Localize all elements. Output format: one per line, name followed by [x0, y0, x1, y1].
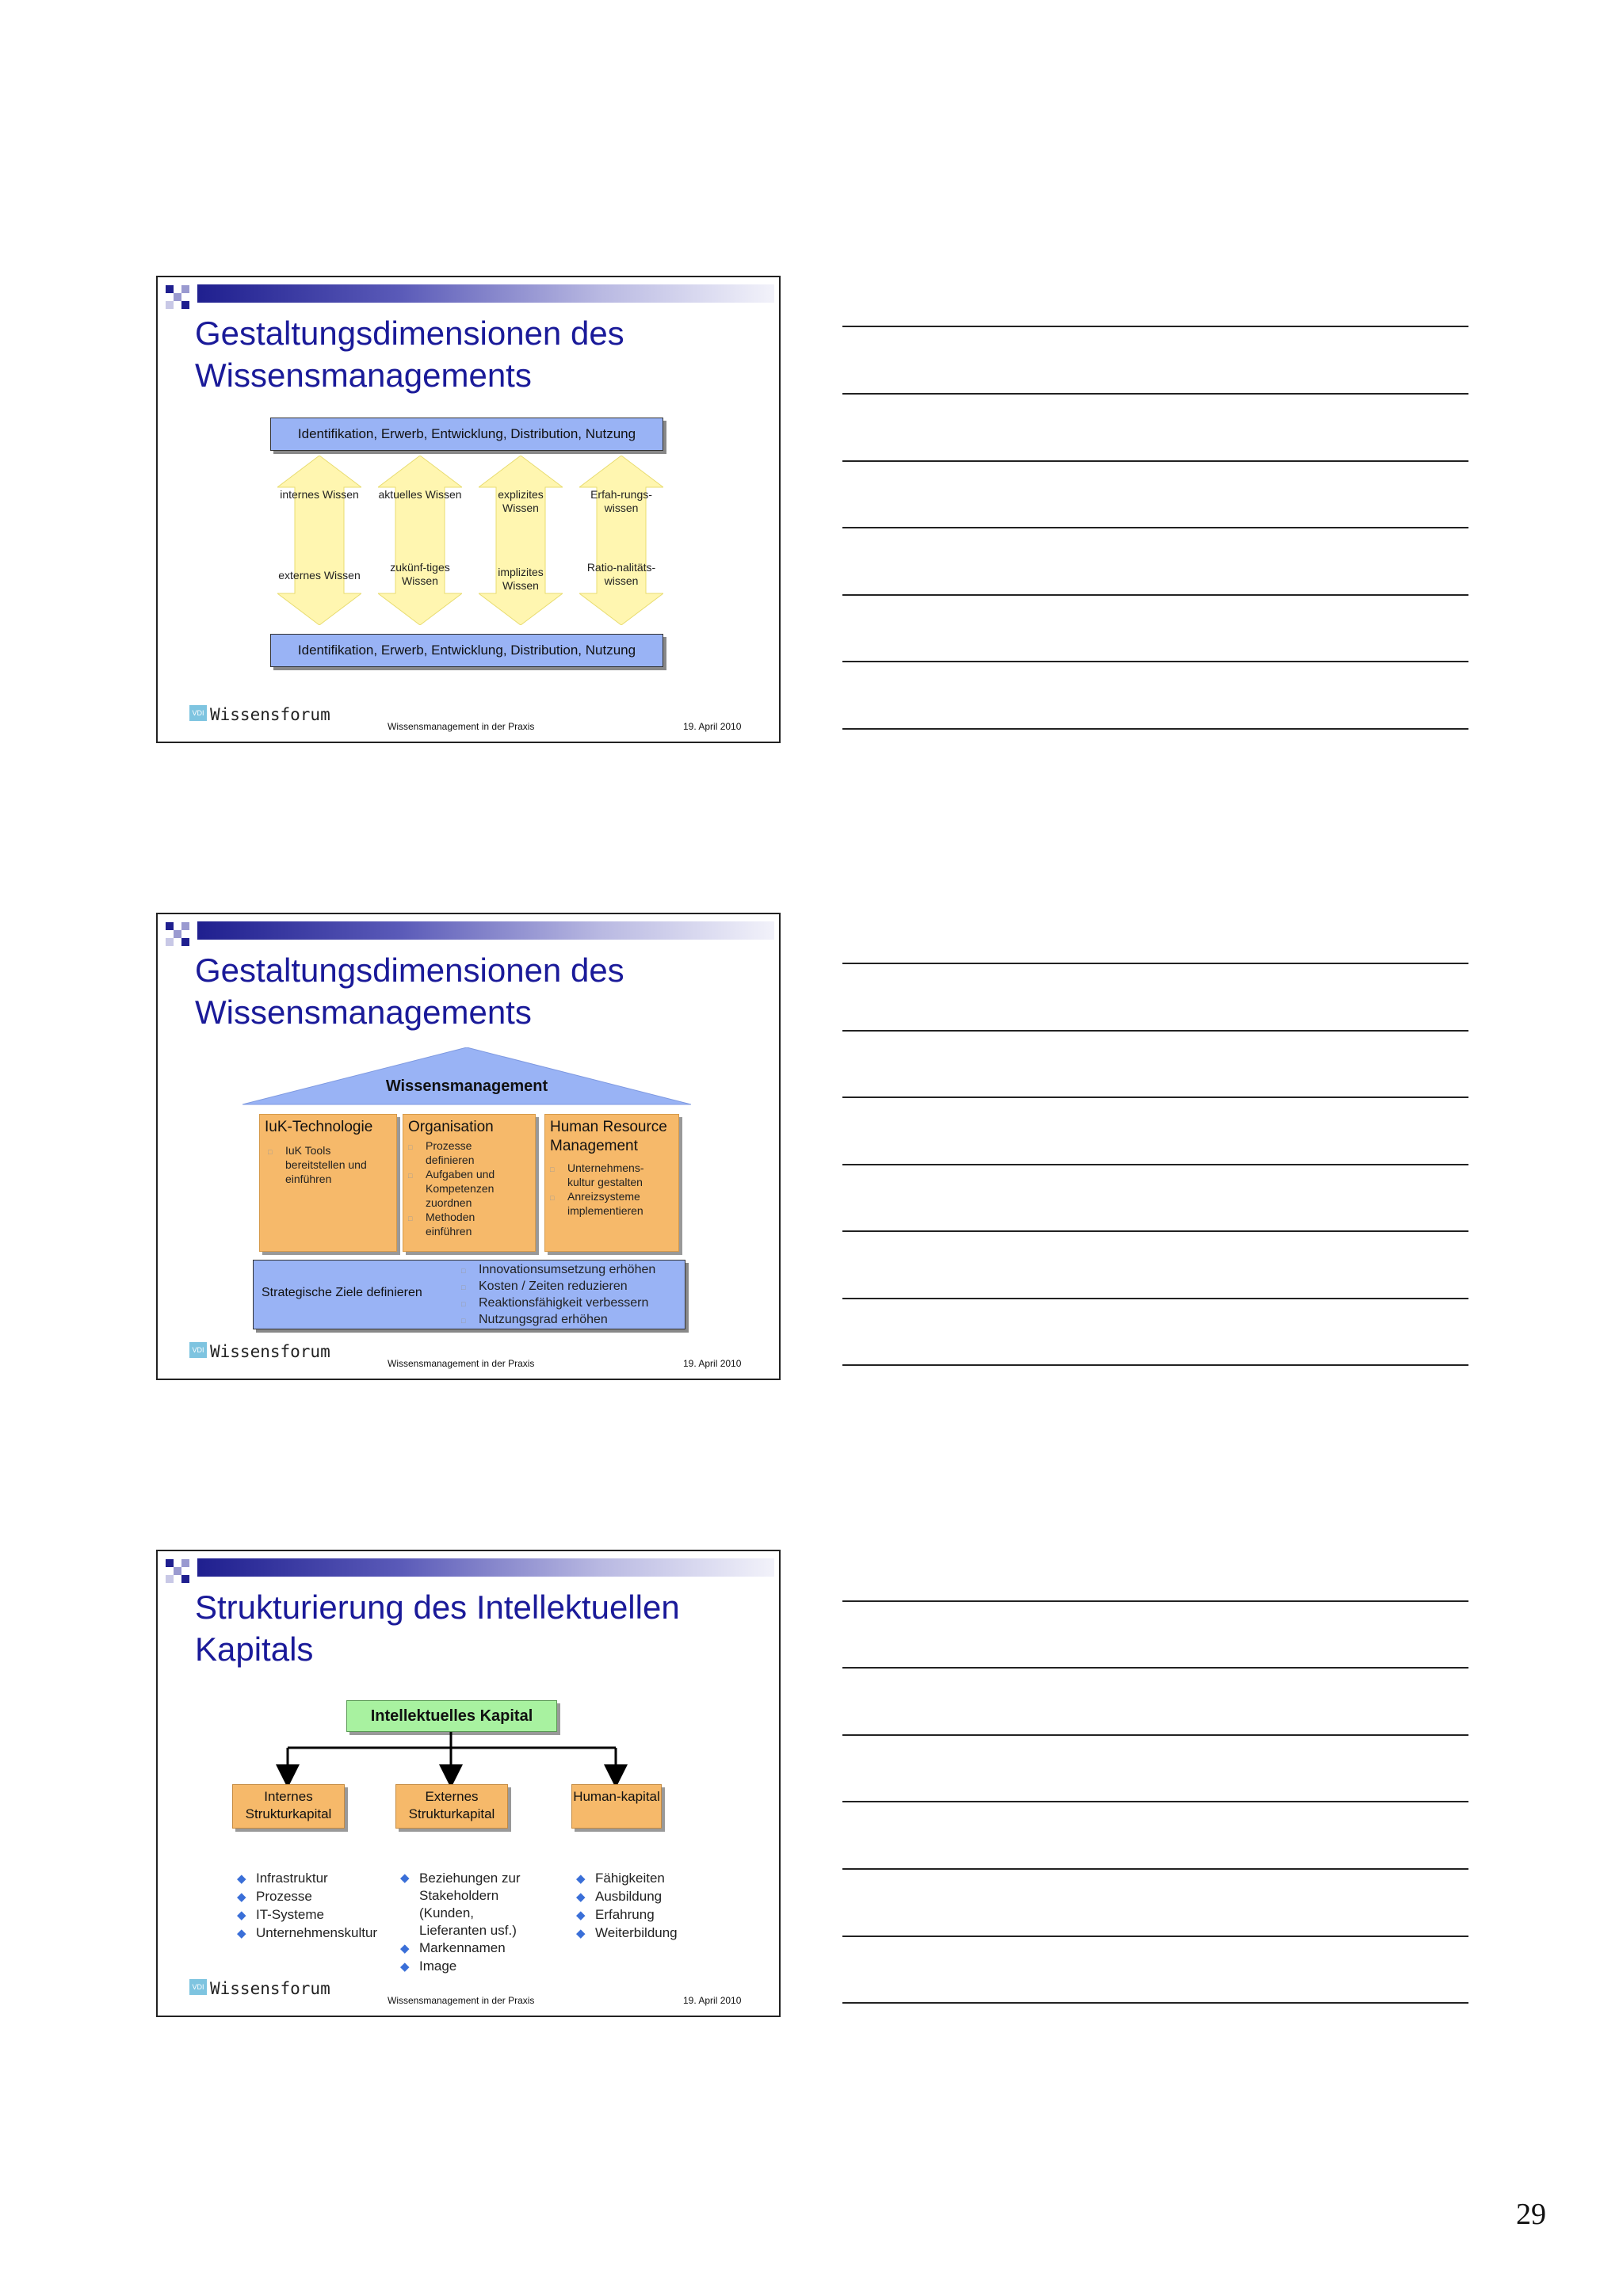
double-arrow — [579, 456, 663, 625]
diamond-bullet-icon: ◆ — [576, 1909, 586, 1922]
vdi-logo-icon: VDI — [189, 1342, 207, 1358]
note-line — [842, 1801, 1468, 1802]
footer-title: Wissensmanagement in der Praxis — [388, 1358, 535, 1369]
child-list — [400, 1870, 551, 1976]
base-list — [461, 1262, 655, 1329]
vdi-logo-icon: VDI — [189, 1979, 207, 1995]
tree-connectors — [158, 1551, 781, 1789]
deco-square — [166, 922, 174, 930]
list-item: ◆ Beziehungen zur Stakeholdern (Kunden, Lieferanten usf.) — [400, 1871, 521, 1938]
base-item: □ Innovationsumsetzung erhöhen — [461, 1263, 656, 1276]
list-item: ◆ Erfahrung — [576, 1906, 678, 1924]
note-line — [842, 594, 1468, 596]
slide-1 — [156, 276, 781, 743]
note-line — [842, 1298, 1468, 1299]
child-node: Externes Strukturkapital — [395, 1784, 508, 1829]
footer-date: 19. April 2010 — [683, 1358, 742, 1369]
note-line — [842, 1868, 1468, 1870]
base-item: □ Reaktionsfähigkeit verbessern — [461, 1296, 649, 1310]
footer-logo: VDI Wissensforum — [189, 1979, 330, 1998]
slide-title: Gestaltungsdimensionen des Wissensmanagements — [195, 315, 624, 394]
pillar-title: Human Resource Management — [550, 1119, 667, 1154]
diamond-bullet-icon: ◆ — [237, 1872, 246, 1886]
child-list — [237, 1870, 377, 1943]
slide-3 — [156, 1550, 781, 2017]
note-line — [842, 1164, 1468, 1165]
note-line — [842, 2002, 1468, 2004]
double-arrow — [277, 456, 361, 625]
list-item: ◆ Ausbildung — [576, 1888, 678, 1906]
deco-square — [181, 301, 189, 309]
footer-logo: VDI Wissensforum — [189, 1342, 330, 1361]
deco-square — [166, 285, 174, 293]
dimension-top: aktuelles Wissen — [378, 488, 462, 501]
pillar-item: □ Anreizsysteme implementieren — [550, 1190, 643, 1217]
note-line — [842, 1734, 1468, 1736]
note-line — [842, 393, 1468, 395]
dimension-bottom: externes Wissen — [278, 569, 361, 582]
note-line — [842, 1230, 1468, 1232]
list-item: ◆ Image — [400, 1958, 551, 1976]
list-item: ◆ Unternehmenskultur — [237, 1924, 377, 1943]
diamond-bullet-icon: ◆ — [400, 1942, 410, 1955]
note-line — [842, 527, 1468, 528]
dimension-bottom: implizites Wissen — [498, 566, 544, 592]
deco-square — [181, 285, 189, 293]
slide-2 — [156, 913, 781, 1380]
pillar-hrm — [544, 1114, 679, 1252]
diamond-bullet-icon: ◆ — [576, 1872, 586, 1886]
strategy-base — [253, 1260, 685, 1329]
slide-title: Strukturierung des Intellektuellen Kapitals — [195, 1589, 680, 1668]
footer-date: 19. April 2010 — [683, 721, 742, 732]
dimension-bottom: zukünf-tiges Wissen — [390, 561, 450, 587]
child-list — [576, 1870, 678, 1943]
slide-header-bar — [197, 921, 774, 940]
pillar-iuk — [259, 1114, 397, 1252]
note-line — [842, 1600, 1468, 1602]
note-line — [842, 661, 1468, 662]
diamond-bullet-icon: ◆ — [237, 1909, 246, 1922]
diamond-bullet-icon: ◆ — [400, 1960, 410, 1974]
base-item: □ Nutzungsgrad erhöhen — [461, 1313, 608, 1326]
note-line — [842, 1030, 1468, 1032]
footer-title: Wissensmanagement in der Praxis — [388, 721, 535, 732]
pillar-title: Organisation — [408, 1119, 494, 1135]
process-bar-bottom: Identifikation, Erwerb, Entwicklung, Distribution, Nutzung — [270, 634, 663, 667]
base-label: Strategische Ziele definieren — [262, 1286, 422, 1299]
note-line — [842, 1097, 1468, 1098]
pillar-item: □ IuK Tools bereitstellen und einführen — [268, 1144, 367, 1185]
note-line — [842, 728, 1468, 730]
diamond-bullet-icon: ◆ — [576, 1927, 586, 1940]
list-item: ◆ Infrastruktur — [237, 1870, 377, 1888]
note-line — [842, 1667, 1468, 1669]
child-node: Human-kapital — [571, 1784, 662, 1829]
deco-square — [174, 930, 181, 938]
pillar-item: □ Unternehmens-kultur gestalten — [550, 1161, 644, 1188]
pillar-organisation — [403, 1114, 536, 1252]
note-line — [842, 1364, 1468, 1366]
page-number: 29 — [1516, 2198, 1546, 2231]
slide-title: Gestaltungsdimensionen des Wissensmanagements — [195, 952, 624, 1031]
list-item: ◆ Markennamen — [400, 1939, 551, 1958]
deco-square — [181, 922, 189, 930]
footer-date: 19. April 2010 — [683, 1995, 742, 2006]
list-item: ◆ Weiterbildung — [576, 1924, 678, 1943]
root-node: Intellektuelles Kapital — [346, 1700, 557, 1732]
note-line — [842, 460, 1468, 462]
deco-square — [174, 293, 181, 301]
dimension-bottom: Ratio-nalitäts-wissen — [586, 561, 656, 587]
note-line — [842, 1936, 1468, 1937]
pillar-item: □ Prozesse definieren — [408, 1139, 475, 1166]
diamond-bullet-icon: ◆ — [400, 1871, 410, 1885]
vdi-logo-icon: VDI — [189, 705, 207, 721]
slide-header-bar — [197, 284, 774, 303]
dimension-top: explizites Wissen — [498, 488, 544, 514]
dimension-top: internes Wissen — [280, 488, 359, 501]
dimension-top: Erfah-rungs-wissen — [590, 488, 652, 514]
process-bar-top: Identifikation, Erwerb, Entwicklung, Distribution, Nutzung — [270, 418, 663, 451]
diamond-bullet-icon: ◆ — [237, 1927, 246, 1940]
footer-title: Wissensmanagement in der Praxis — [388, 1995, 535, 2006]
double-arrow — [378, 456, 462, 625]
pillar-title: IuK-Technologie — [265, 1119, 373, 1135]
list-item: ◆ Prozesse — [237, 1888, 377, 1906]
base-item: □ Kosten / Zeiten reduzieren — [461, 1280, 628, 1293]
roof-label: Wissensmanagement — [385, 1077, 548, 1095]
note-line — [842, 963, 1468, 964]
deco-square — [166, 938, 174, 946]
list-item: ◆ Fähigkeiten — [576, 1870, 678, 1888]
diamond-bullet-icon: ◆ — [576, 1890, 586, 1904]
pillar-item: □ Methoden einführen — [408, 1211, 475, 1238]
note-line — [842, 326, 1468, 327]
list-item: ◆ IT-Systeme — [237, 1906, 377, 1924]
diamond-bullet-icon: ◆ — [237, 1890, 246, 1904]
deco-square — [181, 938, 189, 946]
child-node: Internes Strukturkapital — [232, 1784, 345, 1829]
pillar-item: □ Aufgaben und Kompetenzen zuordnen — [408, 1168, 495, 1209]
deco-square — [166, 301, 174, 309]
footer-logo: VDI Wissensforum — [189, 705, 330, 724]
double-arrow — [479, 456, 563, 625]
